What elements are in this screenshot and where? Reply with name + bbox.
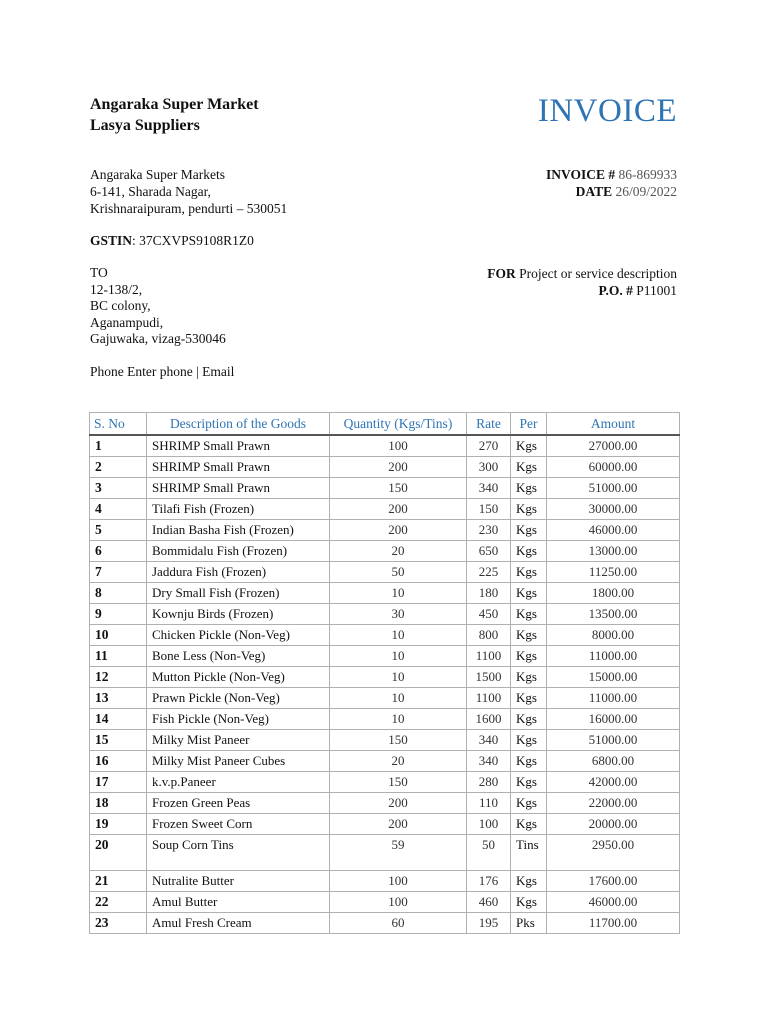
quantity-cell: 20 bbox=[330, 751, 467, 772]
quantity-cell: 200 bbox=[330, 499, 467, 520]
quantity-cell: 200 bbox=[330, 520, 467, 541]
sno-cell: 14 bbox=[90, 709, 147, 730]
invoice-title: INVOICE bbox=[537, 93, 677, 129]
rate-cell: 1600 bbox=[467, 709, 511, 730]
rate-cell: 270 bbox=[467, 435, 511, 457]
sno-cell: 9 bbox=[90, 604, 147, 625]
quantity-cell: 100 bbox=[330, 871, 467, 892]
rate-cell: 110 bbox=[467, 793, 511, 814]
rate-cell: 50 bbox=[467, 835, 511, 871]
for-row bbox=[487, 265, 677, 282]
per-cell: Kgs bbox=[511, 814, 547, 835]
table-row bbox=[90, 751, 680, 772]
description-cell: Nutralite Butter bbox=[147, 871, 330, 892]
description-cell: k.v.p.Paneer bbox=[147, 772, 330, 793]
table-row bbox=[90, 913, 680, 934]
sno-cell: 12 bbox=[90, 667, 147, 688]
quantity-cell: 200 bbox=[330, 793, 467, 814]
table-header-row bbox=[90, 413, 680, 436]
for-label: FOR bbox=[487, 266, 516, 281]
invoice-meta bbox=[546, 166, 677, 200]
description-cell: SHRIMP Small Prawn bbox=[147, 435, 330, 457]
amount-cell: 15000.00 bbox=[547, 667, 680, 688]
per-cell: Kgs bbox=[511, 604, 547, 625]
table-row bbox=[90, 793, 680, 814]
company-block bbox=[90, 94, 259, 136]
description-cell: Milky Mist Paneer bbox=[147, 730, 330, 751]
description-cell: Bommidalu Fish (Frozen) bbox=[147, 541, 330, 562]
quantity-cell: 10 bbox=[330, 646, 467, 667]
per-cell: Kgs bbox=[511, 625, 547, 646]
per-cell: Kgs bbox=[511, 562, 547, 583]
rate-cell: 100 bbox=[467, 814, 511, 835]
amount-cell: 8000.00 bbox=[547, 625, 680, 646]
per-cell: Kgs bbox=[511, 499, 547, 520]
rate-cell: 340 bbox=[467, 730, 511, 751]
per-cell: Kgs bbox=[511, 541, 547, 562]
amount-cell: 13000.00 bbox=[547, 541, 680, 562]
amount-cell: 11700.00 bbox=[547, 913, 680, 934]
table-row bbox=[90, 667, 680, 688]
table-row bbox=[90, 541, 680, 562]
sno-cell: 5 bbox=[90, 520, 147, 541]
seller-line: Angaraka Super Markets bbox=[90, 167, 225, 182]
rate-cell: 650 bbox=[467, 541, 511, 562]
amount-cell: 17600.00 bbox=[547, 871, 680, 892]
amount-cell: 42000.00 bbox=[547, 772, 680, 793]
gstin-row bbox=[90, 233, 254, 249]
description-cell: Soup Corn Tins bbox=[147, 835, 330, 871]
amount-cell: 60000.00 bbox=[547, 457, 680, 478]
per-cell: Kgs bbox=[511, 688, 547, 709]
po-value: P11001 bbox=[636, 283, 677, 298]
column-header-amount: Amount bbox=[547, 413, 680, 436]
invoice-number-label: INVOICE # bbox=[546, 167, 616, 182]
sno-cell: 13 bbox=[90, 688, 147, 709]
table-row bbox=[90, 604, 680, 625]
po-label: P.O. # bbox=[598, 283, 633, 298]
column-header-rate: Rate bbox=[467, 413, 511, 436]
quantity-cell: 150 bbox=[330, 730, 467, 751]
description-cell: Bone Less (Non-Veg) bbox=[147, 646, 330, 667]
rate-cell: 176 bbox=[467, 871, 511, 892]
table-row bbox=[90, 871, 680, 892]
table-body bbox=[90, 435, 680, 934]
quantity-cell: 10 bbox=[330, 709, 467, 730]
sno-cell: 21 bbox=[90, 871, 147, 892]
items-table bbox=[89, 412, 680, 934]
per-cell: Kgs bbox=[511, 751, 547, 772]
sno-cell: 8 bbox=[90, 583, 147, 604]
gstin-value: : 37CXVPS9108R1Z0 bbox=[132, 233, 254, 248]
quantity-cell: 150 bbox=[330, 478, 467, 499]
quantity-cell: 10 bbox=[330, 583, 467, 604]
description-cell: SHRIMP Small Prawn bbox=[147, 478, 330, 499]
amount-cell: 51000.00 bbox=[547, 730, 680, 751]
table-row bbox=[90, 625, 680, 646]
table-row bbox=[90, 435, 680, 457]
rate-cell: 450 bbox=[467, 604, 511, 625]
description-cell: Amul Fresh Cream bbox=[147, 913, 330, 934]
contact-line: Phone Enter phone | Email bbox=[90, 364, 235, 379]
table-row bbox=[90, 583, 680, 604]
amount-cell: 20000.00 bbox=[547, 814, 680, 835]
rate-cell: 340 bbox=[467, 478, 511, 499]
per-cell: Kgs bbox=[511, 871, 547, 892]
per-cell: Tins bbox=[511, 835, 547, 871]
rate-cell: 195 bbox=[467, 913, 511, 934]
per-cell: Kgs bbox=[511, 892, 547, 913]
sno-cell: 15 bbox=[90, 730, 147, 751]
description-cell: Tilafi Fish (Frozen) bbox=[147, 499, 330, 520]
amount-cell: 46000.00 bbox=[547, 892, 680, 913]
invoice-date-row bbox=[546, 183, 677, 200]
quantity-cell: 59 bbox=[330, 835, 467, 871]
table-row bbox=[90, 499, 680, 520]
per-cell: Kgs bbox=[511, 457, 547, 478]
description-cell: Dry Small Fish (Frozen) bbox=[147, 583, 330, 604]
sno-cell: 17 bbox=[90, 772, 147, 793]
per-cell: Kgs bbox=[511, 730, 547, 751]
column-header-quantity: Quantity (Kgs/Tins) bbox=[330, 413, 467, 436]
order-meta bbox=[487, 265, 677, 299]
amount-cell: 11000.00 bbox=[547, 688, 680, 709]
rate-cell: 300 bbox=[467, 457, 511, 478]
invoice-date: 26/09/2022 bbox=[615, 184, 677, 199]
per-cell: Pks bbox=[511, 913, 547, 934]
rate-cell: 1100 bbox=[467, 688, 511, 709]
amount-cell: 13500.00 bbox=[547, 604, 680, 625]
description-cell: SHRIMP Small Prawn bbox=[147, 457, 330, 478]
invoice-number: 86-869933 bbox=[618, 167, 677, 182]
sno-cell: 4 bbox=[90, 499, 147, 520]
rate-cell: 150 bbox=[467, 499, 511, 520]
rate-cell: 460 bbox=[467, 892, 511, 913]
table-row bbox=[90, 835, 680, 871]
quantity-cell: 200 bbox=[330, 814, 467, 835]
seller-line: Krishnaraipuram, pendurti – 530051 bbox=[90, 201, 288, 216]
quantity-cell: 10 bbox=[330, 625, 467, 646]
column-header-per: Per bbox=[511, 413, 547, 436]
table-row bbox=[90, 814, 680, 835]
amount-cell: 11250.00 bbox=[547, 562, 680, 583]
quantity-cell: 30 bbox=[330, 604, 467, 625]
quantity-cell: 10 bbox=[330, 667, 467, 688]
per-cell: Kgs bbox=[511, 520, 547, 541]
sno-cell: 23 bbox=[90, 913, 147, 934]
per-cell: Kgs bbox=[511, 583, 547, 604]
supplier-name: Lasya Suppliers bbox=[90, 117, 200, 134]
table-row bbox=[90, 688, 680, 709]
sno-cell: 7 bbox=[90, 562, 147, 583]
quantity-cell: 150 bbox=[330, 772, 467, 793]
amount-cell: 2950.00 bbox=[547, 835, 680, 871]
rate-cell: 1500 bbox=[467, 667, 511, 688]
table-row bbox=[90, 772, 680, 793]
per-cell: Kgs bbox=[511, 793, 547, 814]
sno-cell: 16 bbox=[90, 751, 147, 772]
sno-cell: 22 bbox=[90, 892, 147, 913]
amount-cell: 1800.00 bbox=[547, 583, 680, 604]
column-header-sno: S. No bbox=[90, 413, 147, 436]
quantity-cell: 100 bbox=[330, 435, 467, 457]
recipient-line: Aganampudi, bbox=[90, 314, 164, 330]
rate-cell: 180 bbox=[467, 583, 511, 604]
rate-cell: 340 bbox=[467, 751, 511, 772]
company-name: Angaraka Super Market bbox=[90, 96, 259, 113]
table-row bbox=[90, 709, 680, 730]
description-cell: Mutton Pickle (Non-Veg) bbox=[147, 667, 330, 688]
table-row bbox=[90, 478, 680, 499]
amount-cell: 6800.00 bbox=[547, 751, 680, 772]
rate-cell: 225 bbox=[467, 562, 511, 583]
description-cell: Frozen Green Peas bbox=[147, 793, 330, 814]
column-header-description: Description of the Goods bbox=[147, 413, 330, 436]
po-row bbox=[487, 282, 677, 299]
amount-cell: 22000.00 bbox=[547, 793, 680, 814]
quantity-cell: 10 bbox=[330, 688, 467, 709]
recipient-address bbox=[90, 265, 226, 348]
seller-line: 6-141, Sharada Nagar, bbox=[90, 184, 211, 199]
sno-cell: 19 bbox=[90, 814, 147, 835]
amount-cell: 30000.00 bbox=[547, 499, 680, 520]
amount-cell: 16000.00 bbox=[547, 709, 680, 730]
quantity-cell: 60 bbox=[330, 913, 467, 934]
rate-cell: 800 bbox=[467, 625, 511, 646]
table-row bbox=[90, 646, 680, 667]
date-label: DATE bbox=[575, 184, 613, 199]
to-label: TO bbox=[90, 265, 108, 280]
description-cell: Kownju Birds (Frozen) bbox=[147, 604, 330, 625]
description-cell: Prawn Pickle (Non-Veg) bbox=[147, 688, 330, 709]
sno-cell: 6 bbox=[90, 541, 147, 562]
description-cell: Indian Basha Fish (Frozen) bbox=[147, 520, 330, 541]
quantity-cell: 200 bbox=[330, 457, 467, 478]
description-cell: Chicken Pickle (Non-Veg) bbox=[147, 625, 330, 646]
per-cell: Kgs bbox=[511, 435, 547, 457]
sno-cell: 10 bbox=[90, 625, 147, 646]
sno-cell: 20 bbox=[90, 835, 147, 871]
table-row bbox=[90, 520, 680, 541]
sno-cell: 1 bbox=[90, 435, 147, 457]
sno-cell: 2 bbox=[90, 457, 147, 478]
rate-cell: 1100 bbox=[467, 646, 511, 667]
per-cell: Kgs bbox=[511, 646, 547, 667]
description-cell: Jaddura Fish (Frozen) bbox=[147, 562, 330, 583]
per-cell: Kgs bbox=[511, 709, 547, 730]
table-row bbox=[90, 730, 680, 751]
rate-cell: 280 bbox=[467, 772, 511, 793]
table-row bbox=[90, 892, 680, 913]
sno-cell: 3 bbox=[90, 478, 147, 499]
amount-cell: 46000.00 bbox=[547, 520, 680, 541]
sno-cell: 18 bbox=[90, 793, 147, 814]
description-cell: Frozen Sweet Corn bbox=[147, 814, 330, 835]
recipient-line: Gajuwaka, vizag-530046 bbox=[90, 331, 226, 346]
rate-cell: 230 bbox=[467, 520, 511, 541]
amount-cell: 11000.00 bbox=[547, 646, 680, 667]
gstin-label: GSTIN bbox=[90, 233, 133, 248]
recipient-line: BC colony, bbox=[90, 298, 151, 313]
description-cell: Amul Butter bbox=[147, 892, 330, 913]
amount-cell: 27000.00 bbox=[547, 435, 680, 457]
quantity-cell: 20 bbox=[330, 541, 467, 562]
amount-cell: 51000.00 bbox=[547, 478, 680, 499]
per-cell: Kgs bbox=[511, 667, 547, 688]
per-cell: Kgs bbox=[511, 478, 547, 499]
quantity-cell: 50 bbox=[330, 562, 467, 583]
seller-address bbox=[90, 166, 287, 217]
invoice-number-row bbox=[546, 166, 677, 183]
quantity-cell: 100 bbox=[330, 892, 467, 913]
description-cell: Fish Pickle (Non-Veg) bbox=[147, 709, 330, 730]
table-row bbox=[90, 457, 680, 478]
table-row bbox=[90, 562, 680, 583]
for-value: Project or service description bbox=[519, 266, 677, 281]
recipient-line: 12-138/2, bbox=[90, 281, 143, 297]
sno-cell: 11 bbox=[90, 646, 147, 667]
per-cell: Kgs bbox=[511, 772, 547, 793]
description-cell: Milky Mist Paneer Cubes bbox=[147, 751, 330, 772]
